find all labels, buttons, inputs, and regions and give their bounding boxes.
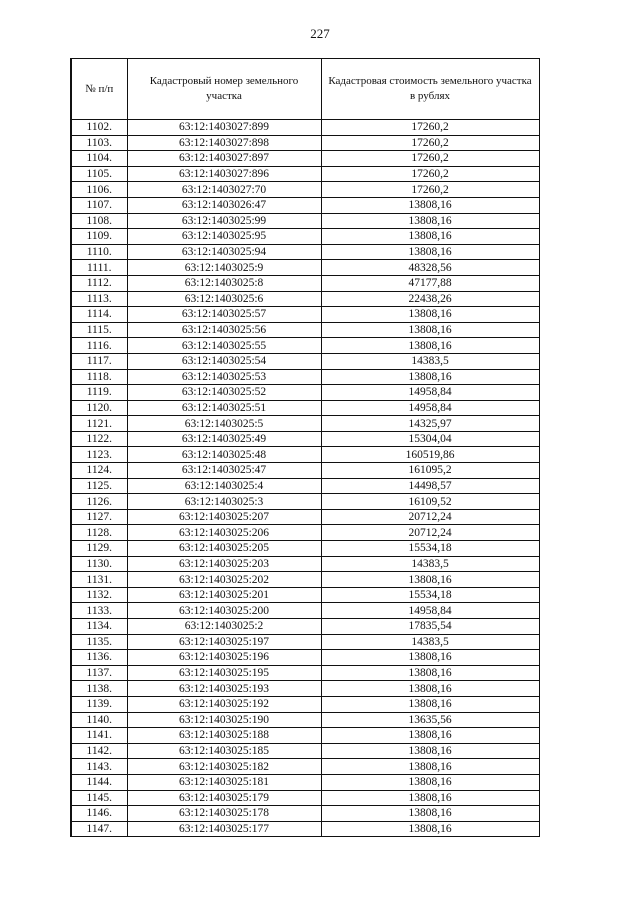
table-row [71,572,539,588]
table-row [71,806,539,822]
row-number: 1133. [71,603,127,619]
table-row [71,759,539,775]
row-number: 1113. [71,291,127,307]
row-cadastral-number: 63:12:1403027:899 [127,120,321,136]
row-number: 1126. [71,494,127,510]
row-cadastral-value: 13808,16 [321,244,539,260]
table-header-row [71,59,539,120]
row-number: 1108. [71,213,127,229]
table-row [71,743,539,759]
row-number: 1121. [71,416,127,432]
table-row [71,182,539,198]
row-number: 1141. [71,728,127,744]
page-number: 227 [310,26,330,41]
table-row [71,696,539,712]
row-cadastral-number: 63:12:1403025:203 [127,556,321,572]
row-cadastral-number: 63:12:1403027:70 [127,182,321,198]
row-cadastral-value: 17260,2 [321,166,539,182]
row-cadastral-number: 63:12:1403025:4 [127,478,321,494]
table-row [71,244,539,260]
table-row [71,213,539,229]
row-cadastral-value: 13808,16 [321,821,539,837]
table-row [71,151,539,167]
row-cadastral-value: 20712,24 [321,525,539,541]
row-cadastral-value: 13808,16 [321,650,539,666]
table-row [71,478,539,494]
table-row [71,447,539,463]
row-number: 1130. [71,556,127,572]
row-number: 1109. [71,229,127,245]
row-cadastral-value: 14958,84 [321,385,539,401]
table-row [71,541,539,557]
row-cadastral-value: 13808,16 [321,681,539,697]
row-number: 1132. [71,587,127,603]
table-row [71,634,539,650]
header-cadastral-number: Кадастровый номер земельного участка [127,59,321,120]
row-cadastral-value: 17260,2 [321,120,539,136]
row-cadastral-value: 13808,16 [321,338,539,354]
row-cadastral-value: 14958,84 [321,400,539,416]
row-cadastral-number: 63:12:1403025:5 [127,416,321,432]
row-cadastral-number: 63:12:1403025:57 [127,307,321,323]
row-cadastral-value: 15534,18 [321,587,539,603]
row-number: 1146. [71,806,127,822]
table-row [71,712,539,728]
row-cadastral-value: 47177,88 [321,275,539,291]
row-cadastral-number: 63:12:1403025:192 [127,696,321,712]
row-cadastral-number: 63:12:1403025:48 [127,447,321,463]
row-cadastral-number: 63:12:1403025:52 [127,385,321,401]
table-row [71,587,539,603]
table-row [71,385,539,401]
row-cadastral-number: 63:12:1403025:195 [127,665,321,681]
row-number: 1124. [71,463,127,479]
row-number: 1115. [71,322,127,338]
table-row [71,821,539,837]
row-cadastral-value: 13808,16 [321,369,539,385]
row-number: 1119. [71,385,127,401]
row-cadastral-number: 63:12:1403025:201 [127,587,321,603]
table-row [71,494,539,510]
row-cadastral-number: 63:12:1403025:47 [127,463,321,479]
row-cadastral-number: 63:12:1403025:205 [127,541,321,557]
table-row [71,260,539,276]
row-number: 1117. [71,353,127,369]
table-row [71,120,539,136]
row-number: 1137. [71,665,127,681]
row-cadastral-number: 63:12:1403025:54 [127,353,321,369]
row-cadastral-value: 13808,16 [321,322,539,338]
table-row [71,650,539,666]
row-cadastral-number: 63:12:1403025:49 [127,431,321,447]
row-number: 1111. [71,260,127,276]
row-cadastral-value: 13808,16 [321,806,539,822]
row-number: 1123. [71,447,127,463]
row-cadastral-number: 63:12:1403026:47 [127,197,321,213]
table-row [71,665,539,681]
row-cadastral-number: 63:12:1403025:185 [127,743,321,759]
row-number: 1105. [71,166,127,182]
row-cadastral-number: 63:12:1403025:6 [127,291,321,307]
row-cadastral-number: 63:12:1403025:202 [127,572,321,588]
row-number: 1135. [71,634,127,650]
table-row [71,369,539,385]
row-cadastral-value: 14383,5 [321,353,539,369]
row-cadastral-number: 63:12:1403025:53 [127,369,321,385]
table-row [71,322,539,338]
row-cadastral-number: 63:12:1403027:898 [127,135,321,151]
row-cadastral-value: 14383,5 [321,556,539,572]
row-number: 1122. [71,431,127,447]
row-cadastral-value: 22438,26 [321,291,539,307]
row-cadastral-value: 160519,86 [321,447,539,463]
table-row [71,619,539,635]
row-cadastral-number: 63:12:1403025:51 [127,400,321,416]
row-number: 1136. [71,650,127,666]
row-cadastral-value: 161095,2 [321,463,539,479]
row-cadastral-value: 13808,16 [321,696,539,712]
row-cadastral-number: 63:12:1403025:8 [127,275,321,291]
row-cadastral-number: 63:12:1403025:178 [127,806,321,822]
row-cadastral-number: 63:12:1403025:56 [127,322,321,338]
row-cadastral-number: 63:12:1403025:2 [127,619,321,635]
table-row [71,463,539,479]
row-cadastral-value: 13808,16 [321,759,539,775]
row-cadastral-value: 13808,16 [321,229,539,245]
row-cadastral-value: 14498,57 [321,478,539,494]
row-cadastral-number: 63:12:1403027:896 [127,166,321,182]
row-cadastral-value: 14325,97 [321,416,539,432]
row-cadastral-value: 13808,16 [321,572,539,588]
row-cadastral-number: 63:12:1403025:207 [127,509,321,525]
row-number: 1140. [71,712,127,728]
row-number: 1120. [71,400,127,416]
row-cadastral-value: 13808,16 [321,790,539,806]
row-cadastral-number: 63:12:1403025:3 [127,494,321,510]
table-row [71,774,539,790]
row-cadastral-value: 14383,5 [321,634,539,650]
table-row [71,353,539,369]
table-row [71,275,539,291]
row-number: 1112. [71,275,127,291]
table-row [71,197,539,213]
row-cadastral-value: 48328,56 [321,260,539,276]
row-cadastral-number: 63:12:1403025:193 [127,681,321,697]
table-row [71,307,539,323]
row-number: 1131. [71,572,127,588]
row-number: 1128. [71,525,127,541]
row-cadastral-value: 20712,24 [321,509,539,525]
row-cadastral-value: 13808,16 [321,307,539,323]
row-cadastral-number: 63:12:1403025:196 [127,650,321,666]
row-cadastral-value: 13635,56 [321,712,539,728]
row-cadastral-value: 13808,16 [321,197,539,213]
row-cadastral-number: 63:12:1403025:99 [127,213,321,229]
table-row [71,509,539,525]
table-row [71,790,539,806]
table-row [71,681,539,697]
row-cadastral-value: 14958,84 [321,603,539,619]
row-number: 1103. [71,135,127,151]
table-row [71,556,539,572]
row-number: 1142. [71,743,127,759]
row-number: 1145. [71,790,127,806]
row-cadastral-number: 63:12:1403025:190 [127,712,321,728]
row-cadastral-value: 17260,2 [321,151,539,167]
row-cadastral-number: 63:12:1403025:177 [127,821,321,837]
row-number: 1102. [71,120,127,136]
row-cadastral-value: 16109,52 [321,494,539,510]
row-cadastral-number: 63:12:1403025:197 [127,634,321,650]
row-number: 1139. [71,696,127,712]
table-row [71,400,539,416]
row-number: 1106. [71,182,127,198]
row-number: 1144. [71,774,127,790]
row-number: 1129. [71,541,127,557]
row-number: 1118. [71,369,127,385]
table-row [71,338,539,354]
table-row [71,229,539,245]
row-cadastral-number: 63:12:1403025:188 [127,728,321,744]
row-cadastral-value: 13808,16 [321,665,539,681]
row-cadastral-value: 17260,2 [321,182,539,198]
row-number: 1143. [71,759,127,775]
table-row [71,166,539,182]
row-cadastral-value: 17260,2 [321,135,539,151]
row-cadastral-number: 63:12:1403025:94 [127,244,321,260]
table-row [71,431,539,447]
row-cadastral-value: 13808,16 [321,213,539,229]
table-row [71,416,539,432]
row-cadastral-value: 15534,18 [321,541,539,557]
row-number: 1147. [71,821,127,837]
header-cadastral-value: Кадастровая стоимость земельного участка в рублях [321,59,539,120]
row-cadastral-value: 13808,16 [321,728,539,744]
table-row [71,728,539,744]
row-number: 1134. [71,619,127,635]
row-cadastral-value: 15304,04 [321,431,539,447]
table-row [71,603,539,619]
row-cadastral-number: 63:12:1403025:206 [127,525,321,541]
row-number: 1138. [71,681,127,697]
table-body [71,120,539,837]
row-cadastral-number: 63:12:1403025:179 [127,790,321,806]
row-cadastral-number: 63:12:1403025:182 [127,759,321,775]
row-cadastral-number: 63:12:1403027:897 [127,151,321,167]
row-cadastral-number: 63:12:1403025:200 [127,603,321,619]
row-cadastral-number: 63:12:1403025:181 [127,774,321,790]
table-row [71,291,539,307]
row-cadastral-value: 13808,16 [321,743,539,759]
table-row [71,135,539,151]
row-cadastral-number: 63:12:1403025:55 [127,338,321,354]
row-number: 1110. [71,244,127,260]
row-cadastral-value: 17835,54 [321,619,539,635]
row-cadastral-number: 63:12:1403025:95 [127,229,321,245]
table-row [71,525,539,541]
row-number: 1127. [71,509,127,525]
cadastral-value-table [70,58,540,837]
row-number: 1125. [71,478,127,494]
header-number: № п/п [71,59,127,120]
row-number: 1107. [71,197,127,213]
row-cadastral-value: 13808,16 [321,774,539,790]
row-number: 1116. [71,338,127,354]
row-number: 1114. [71,307,127,323]
row-cadastral-number: 63:12:1403025:9 [127,260,321,276]
row-number: 1104. [71,151,127,167]
